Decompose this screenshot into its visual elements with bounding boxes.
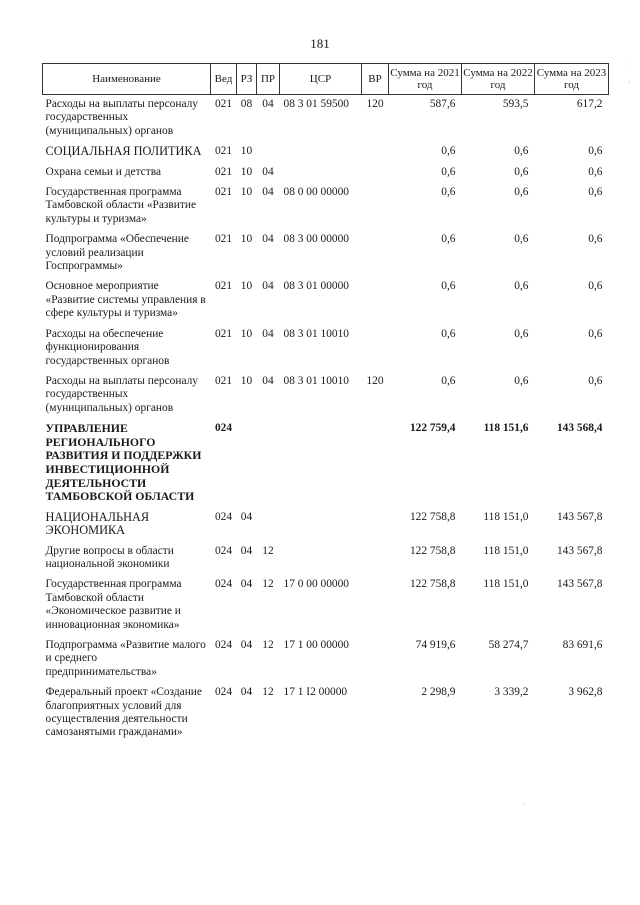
row-csr [280, 422, 362, 511]
row-name: Расходы на обеспечение функционирования государственных органов [45, 327, 170, 367]
row-sum-2022: 0,6 [514, 165, 529, 178]
row-name: Подпрограмма «Развитие малого и среднего предпринимательства» [45, 638, 206, 678]
table-row [43, 545, 609, 579]
row-sum-2021: 122 758,8 [409, 578, 456, 591]
row-ved: 024 [214, 578, 233, 591]
row-ved: 021 [214, 145, 233, 158]
row-pr: 12 [262, 544, 274, 557]
row-csr: 08 3 00 00000 [283, 233, 349, 246]
row-ved: 024 [214, 422, 233, 435]
row-vr [362, 639, 389, 686]
row-name: НАЦИОНАЛЬНАЯ ЭКОНОМИКА [45, 509, 150, 538]
row-sum-2023: 3 962,8 [568, 686, 603, 699]
row-ved: 024 [214, 544, 233, 557]
row-csr: 08 3 01 59500 [283, 98, 349, 110]
row-pr: 04 [262, 374, 274, 387]
row-ved: 024 [214, 686, 233, 699]
row-csr [280, 511, 362, 545]
row-vr [362, 328, 389, 375]
row-ved: 021 [214, 280, 233, 293]
row-sum-2021: 0,6 [441, 165, 456, 178]
row-ved: 021 [214, 165, 233, 178]
row-sum-2023: 83 691,6 [562, 638, 603, 651]
header-sum-2021: Сумма на 2021 год [389, 64, 462, 95]
table-row [43, 578, 609, 639]
row-ved: 021 [214, 98, 233, 110]
row-sum-2021: 587,6 [429, 98, 456, 110]
row-csr: 08 3 01 10010 [283, 374, 349, 387]
row-rz: 04 [240, 578, 253, 591]
row-vr [362, 686, 389, 747]
row-sum-2023: 0,6 [588, 145, 603, 158]
row-rz: 10 [240, 374, 253, 387]
row-name: Расходы на выплаты персоналу государственных (муниципальных) органов [45, 98, 198, 137]
row-csr: 17 1 00 00000 [283, 638, 349, 651]
row-rz: 10 [240, 165, 253, 178]
row-sum-2021: 0,6 [441, 374, 456, 387]
row-sum-2022: 58 274,7 [488, 638, 529, 651]
table-row [43, 639, 609, 686]
row-rz: 08 [240, 98, 253, 110]
row-rz: 10 [240, 145, 253, 158]
row-sum-2023: 143 567,8 [556, 544, 603, 557]
row-sum-2023: 143 568,4 [556, 422, 603, 435]
header-csr: ЦСР [280, 64, 362, 95]
row-name: Подпрограмма «Обеспечение условий реализации Госпрограммы» [45, 233, 189, 273]
row-pr [257, 422, 280, 511]
row-sum-2021: 0,6 [441, 186, 456, 199]
page-number: 181 [310, 36, 330, 51]
table-row [43, 422, 609, 511]
row-sum-2023: 0,6 [588, 165, 603, 178]
row-sum-2021: 74 919,6 [415, 638, 456, 651]
table-row [43, 166, 609, 186]
table-row [43, 145, 609, 165]
table-row [43, 511, 609, 545]
row-csr [280, 145, 362, 165]
table-row [43, 686, 609, 747]
row-ved: 021 [214, 374, 233, 387]
row-vr [362, 166, 389, 186]
table-row [43, 95, 609, 146]
row-vr [362, 578, 389, 639]
row-pr: 12 [262, 638, 274, 651]
row-rz: 10 [240, 186, 253, 199]
table-row [43, 186, 609, 233]
row-name: Федеральный проект «Создание благоприятных условий для осуществления деятельности самозанятыми гражданами» [45, 686, 202, 739]
row-name: Охрана семьи и детства [45, 165, 161, 178]
row-pr: 04 [262, 186, 274, 199]
row-sum-2023: 143 567,8 [556, 578, 603, 591]
row-sum-2023: 0,6 [588, 233, 603, 246]
row-vr [362, 186, 389, 233]
row-sum-2021: 122 758,8 [409, 544, 456, 557]
row-pr: 04 [262, 165, 274, 178]
table-row [43, 233, 609, 280]
row-vr [362, 145, 389, 165]
row-sum-2021: 0,6 [441, 233, 456, 246]
row-pr: 04 [262, 280, 274, 293]
row-csr: 08 3 01 00000 [283, 280, 349, 293]
row-sum-2021: 0,6 [441, 327, 456, 340]
header-vr: ВР [362, 64, 389, 95]
row-sum-2023: 0,6 [588, 280, 603, 293]
row-sum-2022: 118 151,0 [483, 544, 529, 557]
row-name: Расходы на выплаты персоналу государственных (муниципальных) органов [45, 374, 198, 414]
row-rz: 10 [240, 327, 253, 340]
row-name: Основное мероприятие «Развитие системы управления в сфере культуры и туризма» [45, 280, 206, 320]
row-sum-2022: 0,6 [514, 374, 529, 387]
row-sum-2022: 0,6 [514, 186, 529, 199]
row-ved: 024 [214, 638, 233, 651]
row-sum-2023: 0,6 [588, 186, 603, 199]
row-pr: 12 [262, 578, 274, 591]
row-ved: 021 [214, 186, 233, 199]
row-ved: 024 [214, 510, 233, 523]
row-name: СОЦИАЛЬНАЯ ПОЛИТИКА [45, 144, 202, 159]
header-ved: Вед [211, 64, 237, 95]
row-csr [280, 166, 362, 186]
scan-speck: · [628, 78, 631, 87]
row-ved: 021 [214, 327, 233, 340]
row-sum-2022: 593,5 [502, 98, 529, 110]
row-sum-2023: 0,6 [588, 327, 603, 340]
row-vr: 120 [366, 374, 384, 387]
row-rz: 04 [240, 544, 253, 557]
row-sum-2023: 143 567,8 [556, 510, 603, 523]
row-sum-2021: 122 759,4 [409, 422, 456, 435]
row-csr: 17 1 I2 00000 [283, 686, 348, 699]
row-sum-2021: 2 298,9 [421, 686, 456, 699]
table-row [43, 375, 609, 422]
row-name: Государственная программа Тамбовской области «Экономическое развитие и инновационная экономика» [45, 578, 182, 631]
row-vr [362, 422, 389, 511]
table-header-row [43, 64, 609, 95]
row-sum-2022: 118 151,0 [483, 578, 529, 591]
row-pr: 04 [262, 98, 274, 110]
row-csr: 17 0 00 00000 [283, 578, 349, 591]
row-pr [257, 145, 280, 165]
row-pr: 12 [262, 686, 274, 699]
row-rz: 10 [240, 233, 253, 246]
row-sum-2021: 0,6 [441, 145, 456, 158]
row-csr: 08 0 00 00000 [283, 186, 349, 199]
row-rz: 04 [240, 638, 253, 651]
row-csr [280, 545, 362, 579]
header-pr: ПР [257, 64, 280, 95]
row-sum-2022: 0,6 [514, 145, 529, 158]
row-sum-2021: 122 758,8 [409, 510, 456, 523]
row-vr [362, 511, 389, 545]
header-sum-2022: Сумма на 2022 год [462, 64, 535, 95]
row-sum-2022: 0,6 [514, 280, 529, 293]
header-sum-2023: Сумма на 2023 год [535, 64, 609, 95]
row-sum-2022: 0,6 [514, 327, 529, 340]
row-pr [257, 511, 280, 545]
row-ved: 021 [214, 233, 233, 246]
row-rz: 10 [240, 280, 253, 293]
row-sum-2023: 617,2 [576, 98, 603, 110]
row-sum-2022: 3 339,2 [494, 686, 529, 699]
row-name: Государственная программа Тамбовской области «Развитие культуры и туризма» [45, 186, 197, 225]
table-row [43, 328, 609, 375]
header-name: Наименование [43, 64, 211, 95]
row-name: УПРАВЛЕНИЕ РЕГИОНАЛЬНОГО РАЗВИТИЯ И ПОДДЕРЖКИ ИНВЕСТИЦИОННОЙ ДЕЯТЕЛЬНОСТИ ТАМБОВСКОЙ ОБЛАСТИ [45, 421, 202, 504]
row-pr: 04 [262, 233, 274, 246]
row-sum-2021: 0,6 [441, 280, 456, 293]
row-sum-2022: 0,6 [514, 233, 529, 246]
row-csr: 08 3 01 10010 [283, 327, 349, 340]
header-rz: РЗ [237, 64, 257, 95]
row-vr: 120 [366, 98, 384, 110]
row-name: Другие вопросы в области национальной экономики [45, 544, 174, 570]
row-rz: 04 [240, 510, 253, 523]
scan-speck: · [522, 800, 525, 809]
row-rz [237, 422, 257, 511]
table-row [43, 280, 609, 327]
budget-table [42, 63, 609, 747]
row-vr [362, 280, 389, 327]
row-sum-2023: 0,6 [588, 374, 603, 387]
row-rz: 04 [240, 686, 253, 699]
row-pr: 04 [262, 327, 274, 340]
row-vr [362, 233, 389, 280]
row-sum-2022: 118 151,6 [483, 422, 529, 435]
row-vr [362, 545, 389, 579]
scan-speck: · [628, 60, 631, 69]
row-sum-2022: 118 151,0 [483, 510, 529, 523]
